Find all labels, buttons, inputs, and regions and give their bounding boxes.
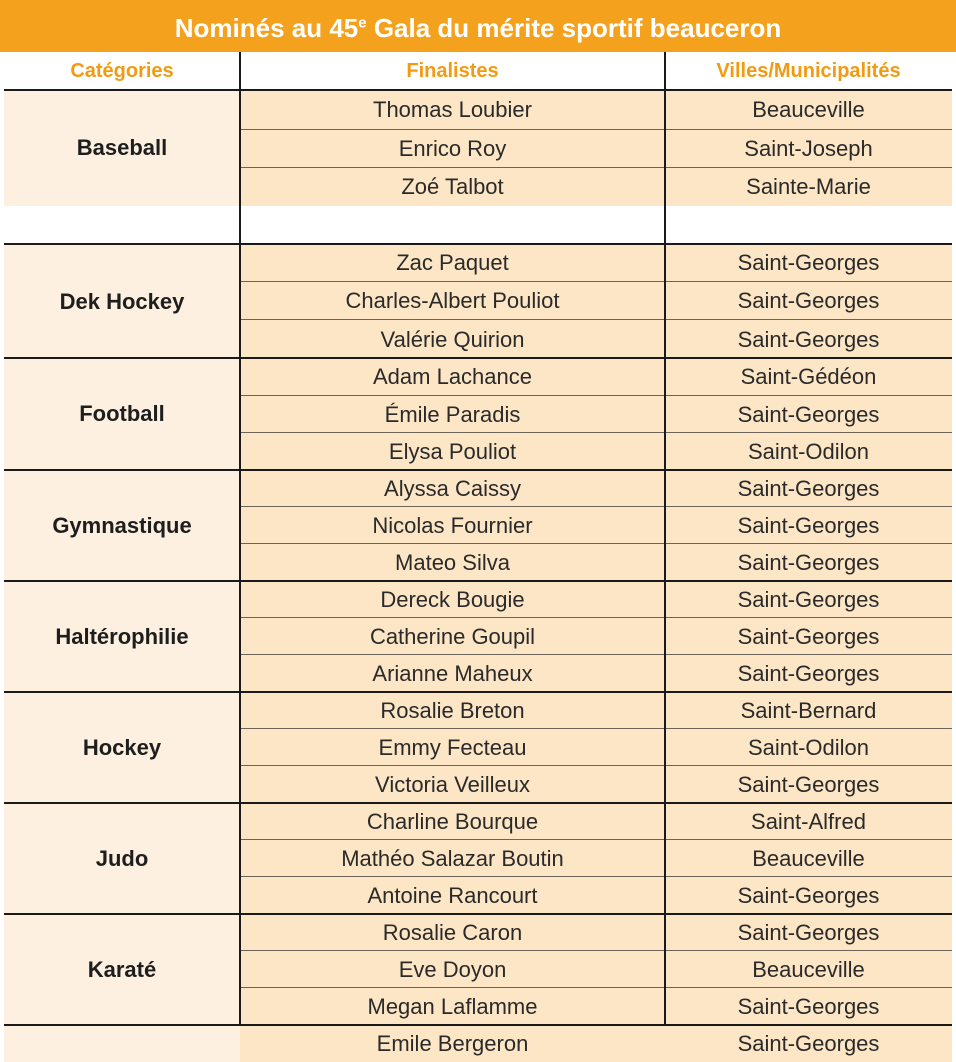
city-cell: Saint-Georges <box>665 396 952 433</box>
page-title <box>0 0 956 52</box>
column-divider <box>664 52 666 1024</box>
header-cities: Villes/Municipalités <box>665 52 952 90</box>
row-divider <box>240 319 952 320</box>
city-cell: Saint-Joseph <box>665 130 952 168</box>
finalist-cell: Catherine Goupil <box>240 618 665 655</box>
row-divider <box>240 950 952 951</box>
finalist-cell: Rosalie Caron <box>240 914 665 951</box>
city-cell: Saint-Georges <box>665 320 952 360</box>
city-cell: Saint-Odilon <box>665 729 952 766</box>
city-cell: Saint-Georges <box>665 618 952 655</box>
finalist-cell: Emile Bergeron <box>240 1025 665 1062</box>
city-cell: Saint-Georges <box>665 581 952 618</box>
finalist-cell: Megan Laflamme <box>240 988 665 1025</box>
city-cell: Saint-Georges <box>665 655 952 692</box>
finalist-cell: Alyssa Caissy <box>240 470 665 507</box>
finalist-cell: Antoine Rancourt <box>240 877 665 914</box>
row-divider <box>240 432 952 433</box>
category-cell <box>4 1025 240 1062</box>
row-divider <box>240 281 952 282</box>
row-divider <box>240 728 952 729</box>
finalist-cell: Émile Paradis <box>240 396 665 433</box>
group-divider <box>4 1024 952 1026</box>
row-divider <box>240 839 952 840</box>
row-divider <box>240 876 952 877</box>
row-divider <box>240 506 952 507</box>
header-finalists: Finalistes <box>240 52 665 90</box>
city-cell: Saint-Georges <box>665 507 952 544</box>
finalist-cell: Mathéo Salazar Boutin <box>240 840 665 877</box>
city-cell: Saint-Georges <box>665 877 952 914</box>
city-cell: Saint-Georges <box>665 988 952 1025</box>
group-divider <box>4 243 952 245</box>
city-cell: Saint-Georges <box>665 244 952 282</box>
category-cell: Gymnastique <box>4 470 240 581</box>
row-divider <box>240 617 952 618</box>
city-cell: Saint-Alfred <box>665 803 952 840</box>
finalist-cell: Zoé Talbot <box>240 168 665 206</box>
finalist-cell: Eve Doyon <box>240 951 665 988</box>
category-cell: Haltérophilie <box>4 581 240 692</box>
group-divider <box>4 357 952 359</box>
title-text-end: Gala du mérite sportif beauceron <box>366 13 782 43</box>
city-cell: Saint-Bernard <box>665 692 952 729</box>
city-cell: Beauceville <box>665 840 952 877</box>
category-cell: Hockey <box>4 692 240 803</box>
category-cell: Judo <box>4 803 240 914</box>
title-superscript: e <box>358 14 367 32</box>
city-cell: Beauceville <box>665 951 952 988</box>
finalist-cell: Elysa Pouliot <box>240 433 665 470</box>
finalist-cell: Charline Bourque <box>240 803 665 840</box>
finalist-cell: Thomas Loubier <box>240 90 665 130</box>
category-cell: Dek Hockey <box>4 244 240 360</box>
finalist-cell: Zac Paquet <box>240 244 665 282</box>
row-divider <box>240 395 952 396</box>
group-divider <box>4 580 952 582</box>
column-divider <box>239 52 241 1024</box>
finalist-cell: Mateo Silva <box>240 544 665 581</box>
finalist-cell: Victoria Veilleux <box>240 766 665 803</box>
title-text: Nominés au 45 <box>174 13 359 43</box>
group-divider <box>4 469 952 471</box>
city-cell: Saint-Gédéon <box>665 358 952 396</box>
row-divider <box>240 167 952 168</box>
row-divider <box>240 543 952 544</box>
city-cell: Saint-Georges <box>665 544 952 581</box>
row-divider <box>240 765 952 766</box>
group-divider <box>4 691 952 693</box>
category-cell: Baseball <box>4 90 240 206</box>
city-cell: Saint-Georges <box>665 766 952 803</box>
category-cell: Karaté <box>4 914 240 1025</box>
city-cell: Saint-Georges <box>665 470 952 507</box>
category-cell: Football <box>4 358 240 470</box>
row-divider <box>240 129 952 130</box>
group-divider <box>4 802 952 804</box>
city-cell: Saint-Odilon <box>665 433 952 470</box>
city-cell: Saint-Georges <box>665 914 952 951</box>
group-divider <box>4 89 952 91</box>
finalist-cell: Charles-Albert Pouliot <box>240 282 665 320</box>
city-cell: Saint-Georges <box>665 1025 952 1062</box>
header-categories: Catégories <box>4 52 240 90</box>
finalist-cell: Emmy Fecteau <box>240 729 665 766</box>
finalist-cell: Enrico Roy <box>240 130 665 168</box>
finalist-cell: Rosalie Breton <box>240 692 665 729</box>
finalist-cell: Dereck Bougie <box>240 581 665 618</box>
finalist-cell: Valérie Quirion <box>240 320 665 360</box>
nominees-table <box>4 52 952 1056</box>
city-cell: Sainte-Marie <box>665 168 952 206</box>
finalist-cell: Nicolas Fournier <box>240 507 665 544</box>
finalist-cell: Adam Lachance <box>240 358 665 396</box>
finalist-cell: Arianne Maheux <box>240 655 665 692</box>
group-divider <box>4 913 952 915</box>
row-divider <box>240 654 952 655</box>
row-divider <box>240 987 952 988</box>
city-cell: Beauceville <box>665 90 952 130</box>
city-cell: Saint-Georges <box>665 282 952 320</box>
